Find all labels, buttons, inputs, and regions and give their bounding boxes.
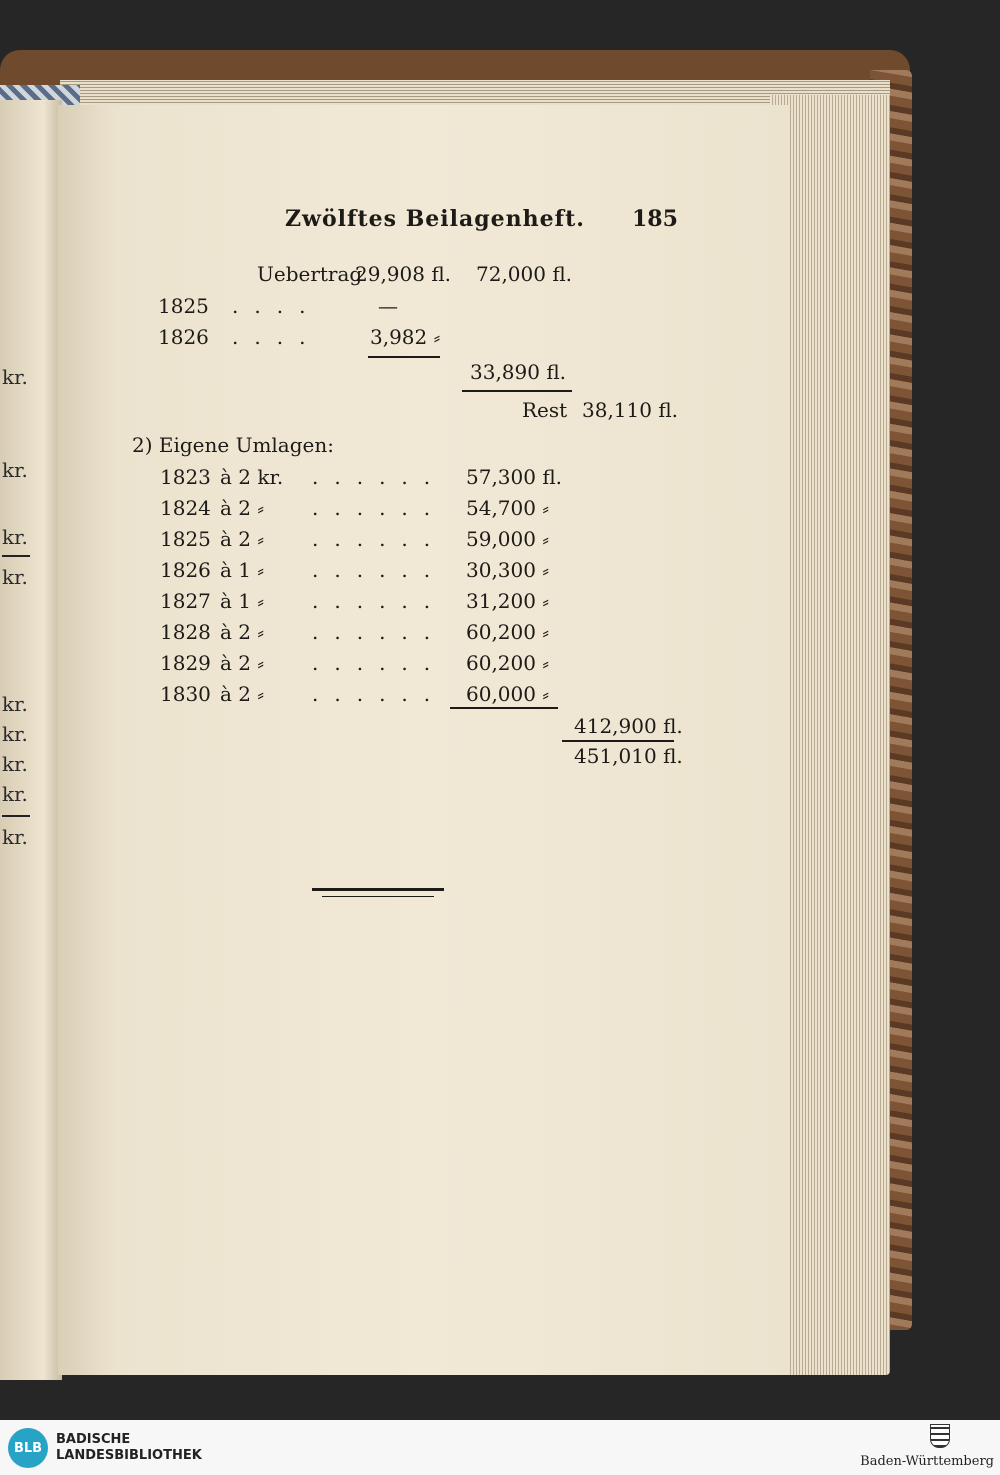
- sum-rule: [562, 740, 674, 742]
- year-label: 1827: [160, 589, 211, 613]
- leader-dots: ......: [312, 620, 447, 644]
- umlage-value: 30,300 ⸗: [466, 558, 549, 582]
- rate-label: à 1 ⸗: [220, 558, 265, 582]
- library-line-2: LANDESBIBLIOTHEK: [56, 1448, 202, 1463]
- rest-value: 38,110 fl.: [582, 398, 679, 422]
- umlage-value: 60,200 ⸗: [466, 651, 549, 675]
- grand-total: 451,010 fl.: [574, 744, 683, 768]
- subtotal-value: 33,890 fl.: [470, 360, 567, 384]
- library-line-1: BADISCHE: [56, 1432, 131, 1447]
- page-number: 185: [632, 206, 678, 232]
- crest-icon: [930, 1424, 950, 1448]
- left-fragment: kr.: [2, 752, 28, 776]
- left-fragment: kr.: [2, 525, 28, 549]
- year-label: 1824: [160, 496, 211, 520]
- left-page: [0, 100, 62, 1380]
- rate-label: à 2 kr.: [220, 465, 284, 489]
- leader-dots: ......: [312, 527, 447, 551]
- leader-dots: ......: [312, 589, 447, 613]
- left-fragment: kr.: [2, 782, 28, 806]
- leader-dots: ......: [312, 682, 447, 706]
- ornament-rule: [312, 888, 444, 891]
- leader-dots: ......: [312, 558, 447, 582]
- umlagen-sum: 412,900 fl.: [574, 714, 683, 738]
- umlage-value: 60,000 ⸗: [466, 682, 549, 706]
- rate-label: à 2 ⸗: [220, 496, 265, 520]
- rest-label: Rest: [522, 398, 568, 422]
- rate-label: à 2 ⸗: [220, 620, 265, 644]
- running-title: Zwölftes Beilagenheft.: [285, 206, 585, 232]
- year-label: 1826: [160, 558, 211, 582]
- year-label: 1825: [160, 527, 211, 551]
- rate-label: à 2 ⸗: [220, 682, 265, 706]
- sum-rule: [368, 356, 440, 358]
- blb-logo: BLB: [8, 1428, 48, 1468]
- left-fragment: kr.: [2, 825, 28, 849]
- leader-dots: ......: [312, 496, 447, 520]
- year-label: 1823: [160, 465, 211, 489]
- left-fragment: kr.: [2, 365, 28, 389]
- left-fragment: kr.: [2, 722, 28, 746]
- left-rule: [2, 815, 30, 817]
- year-label: 1825: [158, 294, 209, 318]
- uebertrag-label: Uebertrag: [257, 262, 363, 286]
- umlage-value: 60,200 ⸗: [466, 620, 549, 644]
- leader-dots: ....: [232, 294, 322, 318]
- year-label: 1830: [160, 682, 211, 706]
- footer-bar: [0, 1420, 1000, 1475]
- row-value: 3,982 ⸗: [370, 325, 441, 349]
- uebertrag-value-b: 72,000 fl.: [476, 262, 573, 286]
- page-edges-side: [770, 95, 890, 1375]
- leader-dots: ......: [312, 465, 447, 489]
- sum-rule: [462, 390, 572, 392]
- library-name: [56, 1432, 202, 1464]
- left-fragment: kr.: [2, 565, 28, 589]
- left-fragment: kr.: [2, 692, 28, 716]
- year-label: 1828: [160, 620, 211, 644]
- year-label: 1826: [158, 325, 209, 349]
- ornament-rule: [322, 896, 434, 897]
- umlage-value: 31,200 ⸗: [466, 589, 549, 613]
- rate-label: à 1 ⸗: [220, 589, 265, 613]
- leader-dots: ....: [232, 325, 322, 349]
- umlage-value: 57,300 fl.: [466, 465, 563, 489]
- year-label: 1829: [160, 651, 211, 675]
- left-rule: [2, 555, 30, 557]
- leader-dots: ......: [312, 651, 447, 675]
- section-heading: 2) Eigene Umlagen:: [132, 433, 334, 457]
- sum-rule: [450, 707, 558, 709]
- region-label: Baden-Württemberg: [860, 1454, 994, 1469]
- rate-label: à 2 ⸗: [220, 527, 265, 551]
- uebertrag-value-a: 29,908 fl.: [355, 262, 452, 286]
- umlage-value: 54,700 ⸗: [466, 496, 549, 520]
- left-fragment: kr.: [2, 458, 28, 482]
- rate-label: à 2 ⸗: [220, 651, 265, 675]
- umlage-value: 59,000 ⸗: [466, 527, 549, 551]
- row-value: —: [378, 294, 398, 318]
